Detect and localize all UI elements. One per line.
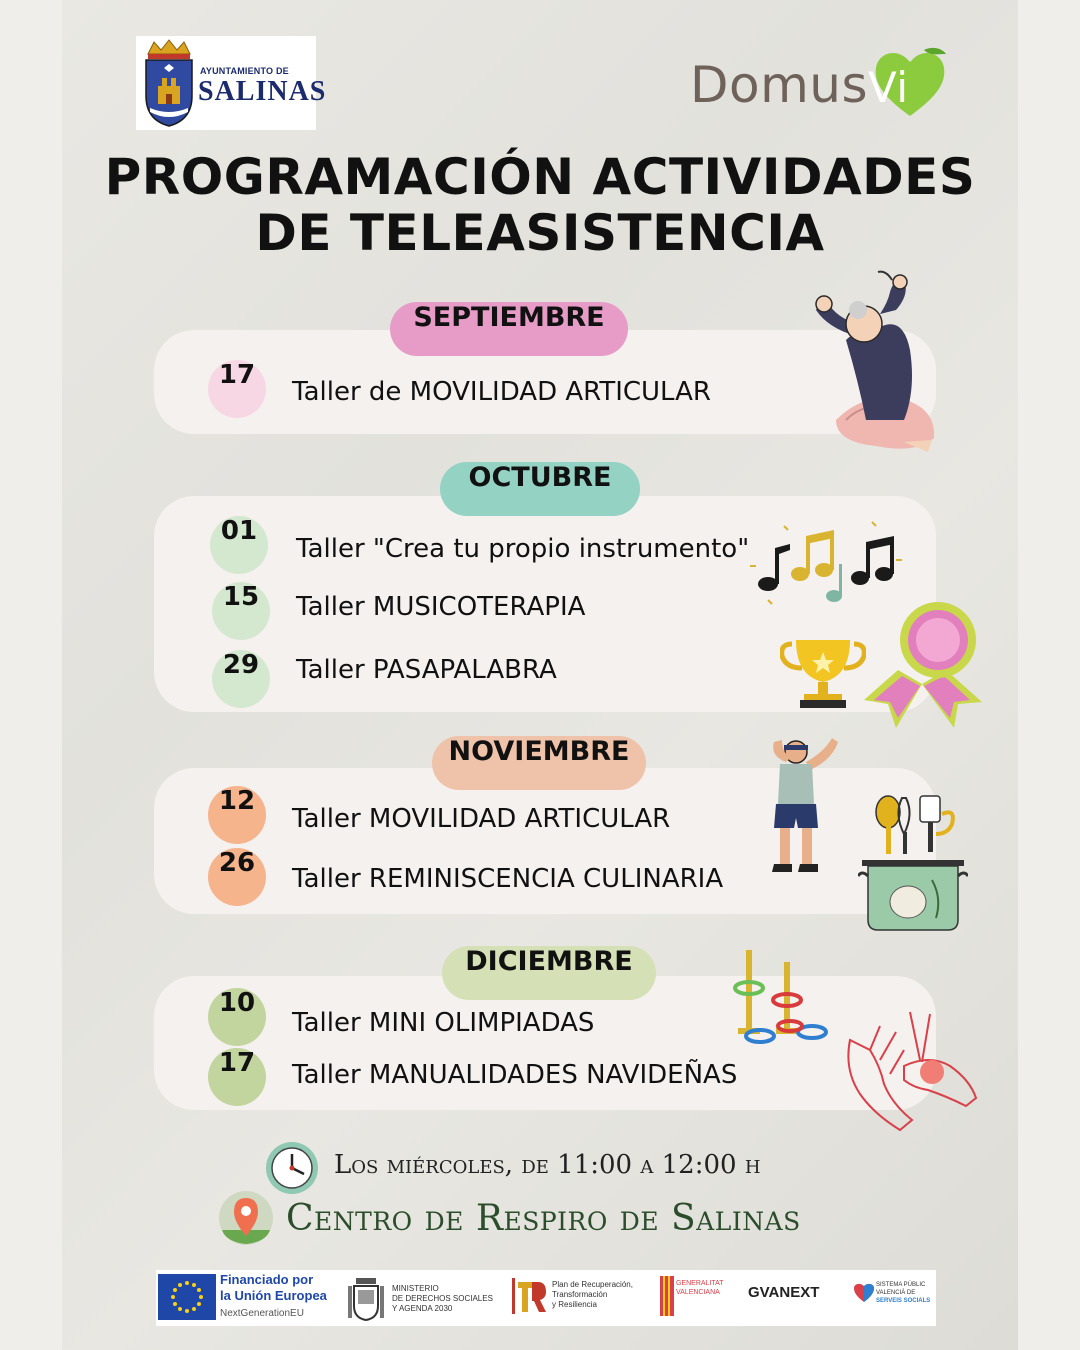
location-pin-icon — [218, 1190, 274, 1246]
event-activity: Taller "Crea tu propio instrumento" — [296, 534, 750, 564]
page-title-line-2: DE TELEASISTENCIA — [255, 204, 825, 262]
exercising-man-illustration — [766, 732, 842, 878]
month-label-octubre: OCTUBRE — [440, 462, 640, 516]
eu-funding-line-1: Financiado por — [220, 1272, 314, 1287]
coat-of-arms-icon — [142, 38, 196, 128]
event-day: 29 — [212, 650, 270, 708]
generalitat-line-2: VALENCIANA — [676, 1289, 720, 1296]
servicios-sociales-line-2: VALENCIÀ DE — [876, 1290, 916, 1296]
servicios-sociales-line-3: SERVEIS SOCIALS — [876, 1298, 931, 1304]
spain-coat-of-arms-icon — [346, 1272, 386, 1322]
event-day: 10 — [208, 988, 266, 1046]
event-activity: Taller REMINISCENCIA CULINARIA — [292, 864, 724, 894]
page-title-line-1: PROGRAMACIÓN ACTIVIDADES — [104, 148, 976, 206]
ministerio-line-3: Y AGENDA 2030 — [392, 1304, 453, 1313]
domusvi-logo — [690, 56, 909, 114]
event-activity: Taller PASAPALABRA — [296, 655, 557, 685]
kitchen-utensils-pot-icon — [858, 794, 968, 936]
trophy-icon — [780, 636, 866, 710]
schedule-text: Los miércoles, de 11:00 a 12:00 h — [334, 1150, 761, 1180]
ring-toss-icon — [730, 948, 834, 1048]
month-label-septiembre: SEPTIEMBRE — [390, 302, 628, 356]
event-activity: Taller de MOVILIDAD ARTICULAR — [292, 377, 711, 407]
generalitat-valenciana-logo-icon — [660, 1276, 674, 1316]
salinas-logo-big-text: SALINAS — [198, 76, 327, 107]
location-text: Centro de Respiro de Salinas — [286, 1198, 801, 1239]
ministerio-line-1: MINISTERIO — [392, 1284, 439, 1293]
event-day: 17 — [208, 360, 266, 418]
eu-funding-line-3: NextGenerationEU — [220, 1308, 304, 1319]
gvanext-logo: GVANEXT — [748, 1284, 820, 1301]
month-label-noviembre: NOVIEMBRE — [432, 736, 646, 790]
generalitat-line-1: GENERALITAT — [676, 1280, 724, 1287]
music-notes-icon — [748, 520, 908, 610]
stretching-person-illustration — [806, 270, 946, 460]
prtr-logo-icon — [512, 1276, 548, 1316]
event-day: 12 — [208, 786, 266, 844]
plan-line-2: Transformación — [552, 1290, 608, 1299]
hands-crafting-icon — [840, 1010, 982, 1136]
month-label-diciembre: DICIEMBRE — [442, 946, 656, 1000]
plan-line-3: y Resiliencia — [552, 1300, 597, 1309]
eu-funding-line-2: la Unión Europea — [220, 1288, 327, 1303]
servicios-sociales-line-1: SISTEMA PÚBLIC — [876, 1282, 926, 1288]
plan-line-1: Plan de Recuperación, — [552, 1280, 633, 1289]
event-activity: Taller MUSICOTERAPIA — [296, 592, 586, 622]
event-day: 17 — [208, 1048, 266, 1106]
domusvi-logo-vi: Vi — [868, 63, 909, 112]
servicios-sociales-heart-icon — [854, 1282, 874, 1304]
clock-icon — [264, 1140, 320, 1196]
event-activity: Taller MOVILIDAD ARTICULAR — [292, 804, 671, 834]
event-day: 15 — [212, 582, 270, 640]
event-day: 01 — [210, 516, 268, 574]
event-activity: Taller MANUALIDADES NAVIDEÑAS — [292, 1060, 738, 1090]
event-day: 26 — [208, 848, 266, 906]
domusvi-logo-text: Domus — [690, 56, 869, 114]
ayuntamiento-salinas-logo — [136, 36, 327, 130]
award-ribbon-icon — [858, 600, 984, 740]
eu-flag-icon — [158, 1274, 216, 1320]
salinas-logo-small-text: AYUNTAMIENTO DE — [200, 66, 289, 76]
ministerio-line-2: DE DERECHOS SOCIALES — [392, 1294, 493, 1303]
funding-logos-bar — [156, 1270, 936, 1326]
event-activity: Taller MINI OLIMPIADAS — [292, 1008, 595, 1038]
